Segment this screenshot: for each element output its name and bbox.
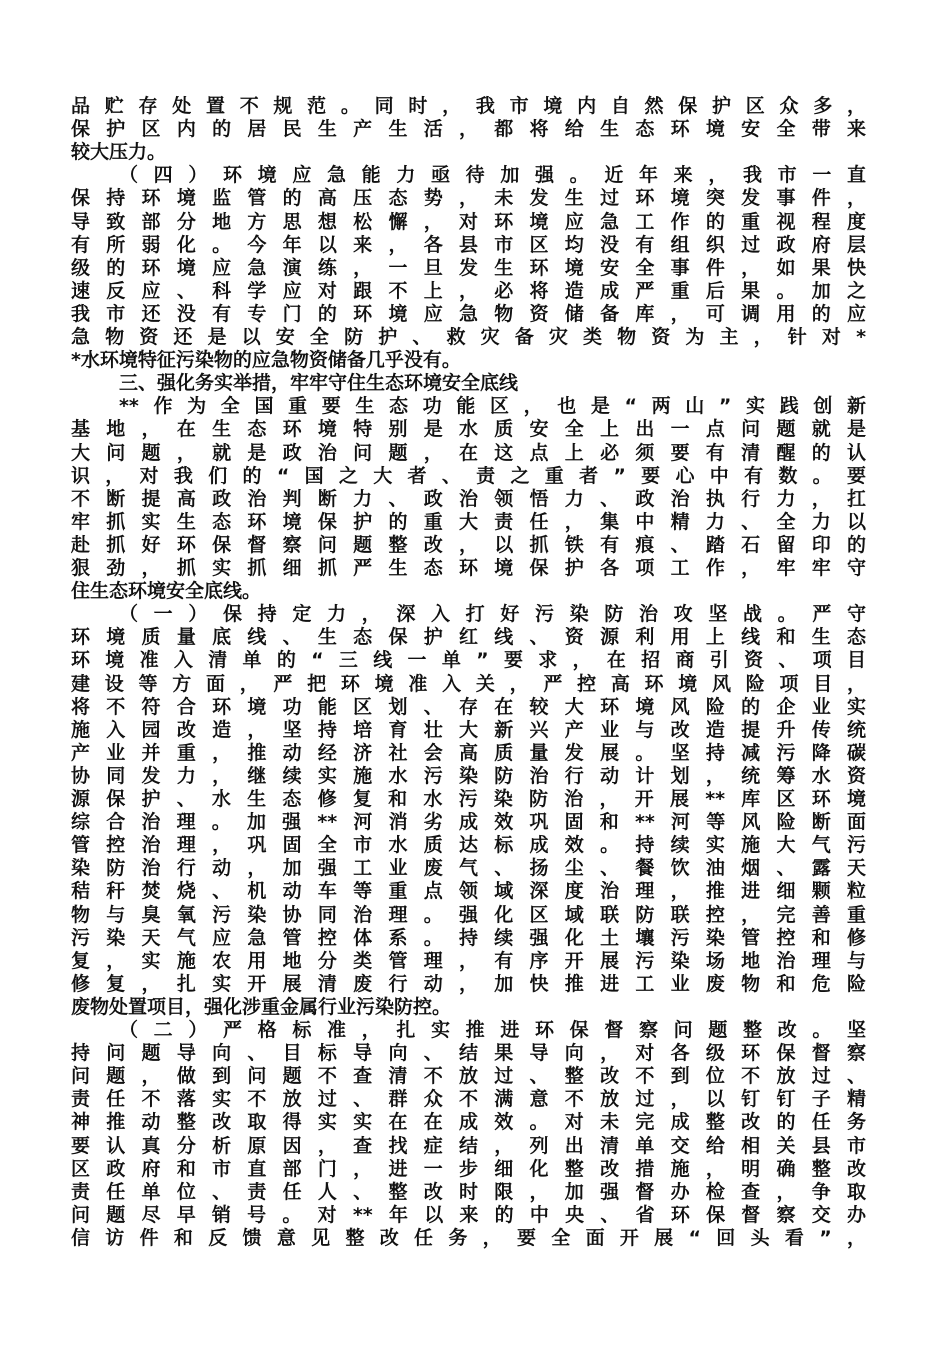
text-line: 不断提高政治判断力、政治领悟力、政治执行力，扛 (71, 488, 866, 510)
text-line: 修复，扎实开展清废行动，加快推进工业废物和危险 (71, 973, 866, 995)
section-heading: 三、强化务实举措，牢牢守住生态环境安全底线 (119, 372, 519, 394)
text-line: 管控治理，巩固全市水质达标成效。持续实施大气污 (71, 834, 866, 856)
text-line: 复，实施农用地分类管理，有序开展污染场地治理与 (71, 950, 866, 972)
text-line: 问题，做到问题不查清不放过、整改不到位不放过、 (71, 1065, 866, 1087)
text-line: 牢抓实生态环境保护的重大责任，集中精力、全力以 (71, 511, 866, 533)
text-line: 秸秆焚烧、机动车等重点领域深度治理，推进细颗粒 (71, 880, 866, 902)
text-line: 大问题，就是政治问题，在这点上必须要有清醒的认 (71, 442, 866, 464)
text-line: 施入园改造，坚持培育壮大新兴产业与改造提升传统 (71, 719, 866, 741)
text-line: 住生态环境安全底线。 (71, 580, 262, 602)
text-line: 染防治行动，加强工业废气、扬尘、餐饮油烟、露天 (71, 857, 866, 879)
text-line: 源保护、水生态修复和水污染防治，开展**库区环境 (71, 788, 866, 810)
text-line: 导致部分地方思想松懈，对环境应急工作的重视程度 (71, 211, 866, 233)
text-line: 区政府和市直部门，进一步细化整改措施，明确整改 (71, 1158, 866, 1180)
text-line: 物与臭氧污染协同治理。强化区域联防联控，完善重 (71, 904, 866, 926)
text-line: 急物资还是以安全防护、救灾备灾类物资为主，针对* (71, 326, 866, 348)
text-line: 较大压力。 (71, 141, 167, 163)
text-line: （一）保持定力，深入打好污染防治攻坚战。严守 (119, 603, 866, 625)
text-line: 我市还没有专门的环境应急物资储备库，可调用的应 (71, 303, 866, 325)
text-line: 基地，在生态环境特别是水质安全上出一点问题就是 (71, 418, 866, 440)
text-line: （二）严格标准，扎实推进环保督察问题整改。坚 (119, 1019, 866, 1041)
text-line: 级的环境应急演练，一旦发生环境安全事件，如果快 (71, 257, 866, 279)
text-line: （四）环境应急能力亟待加强。近年来，我市一直 (119, 164, 866, 186)
text-line: 环境准入清单的“三线一单”要求，在招商引资、项目 (71, 649, 866, 671)
text-line: 环境质量底线、生态保护红线、资源利用上线和生态 (71, 626, 866, 648)
text-line: 识，对我们的“国之大者、责之重者”要心中有数。要 (71, 465, 866, 487)
text-line: *水环境特征污染物的应急物资储备几乎没有。 (71, 349, 461, 371)
text-line: 速反应、科学应对跟不上，必将造成严重后果。加之 (71, 280, 866, 302)
text-line: 将不符合环境功能区划、存在较大环境风险的企业实 (71, 696, 866, 718)
text-line: 污染天气应急管控体系。持续强化土壤污染管控和修 (71, 927, 866, 949)
text-line: 神推动整改取得实实在在成效。对未完成整改的任务 (71, 1111, 866, 1133)
text-line: 建设等方面，严把环境准入关，严控高环境风险项目， (71, 673, 866, 695)
text-line: 要认真分析原因，查找症结，列出清单交给相关县市 (71, 1135, 866, 1157)
text-line: 赴抓好环保督察问题整改，以抓铁有痕、踏石留印的 (71, 534, 866, 556)
text-line: 综合治理。加强**河消劣成效巩固和**河等风险断面 (71, 811, 866, 833)
text-line: 责任不落实不放过、群众不满意不放过，以钉钉子精 (71, 1088, 866, 1110)
text-line: 保护区内的居民生产生活，都将给生态环境安全带来 (71, 118, 866, 140)
text-line: 持问题导向、目标导向、结果导向，对各级环保督察 (71, 1042, 866, 1064)
text-line: 狠劲，抓实抓细抓严生态环境保护各项工作，牢牢守 (71, 557, 866, 579)
text-line: 保持环境监管的高压态势，未发生过环境突发事件， (71, 187, 866, 209)
text-line: 协同发力，继续实施水污染防治行动计划，统筹水资 (71, 765, 866, 787)
text-line: 品贮存处置不规范。同时，我市境内自然保护区众多， (71, 95, 866, 117)
text-line: 问题尽早销号。对**年以来的中央、省环保督察交办 (71, 1204, 866, 1226)
text-line: 有所弱化。今年以来，各县市区均没有组织过政府层 (71, 234, 866, 256)
text-line: 产业并重，推动经济社会高质量发展。坚持减污降碳 (71, 742, 866, 764)
text-line: 责任单位、责任人、整改时限，加强督办检查，争取 (71, 1181, 866, 1203)
text-line: 信访件和反馈意见整改任务，要全面开展“回头看”， (71, 1227, 866, 1249)
text-line: **作为全国重要生态功能区，也是“两山”实践创新 (119, 395, 866, 417)
text-line: 废物处置项目，强化涉重金属行业污染防控。 (71, 996, 452, 1018)
